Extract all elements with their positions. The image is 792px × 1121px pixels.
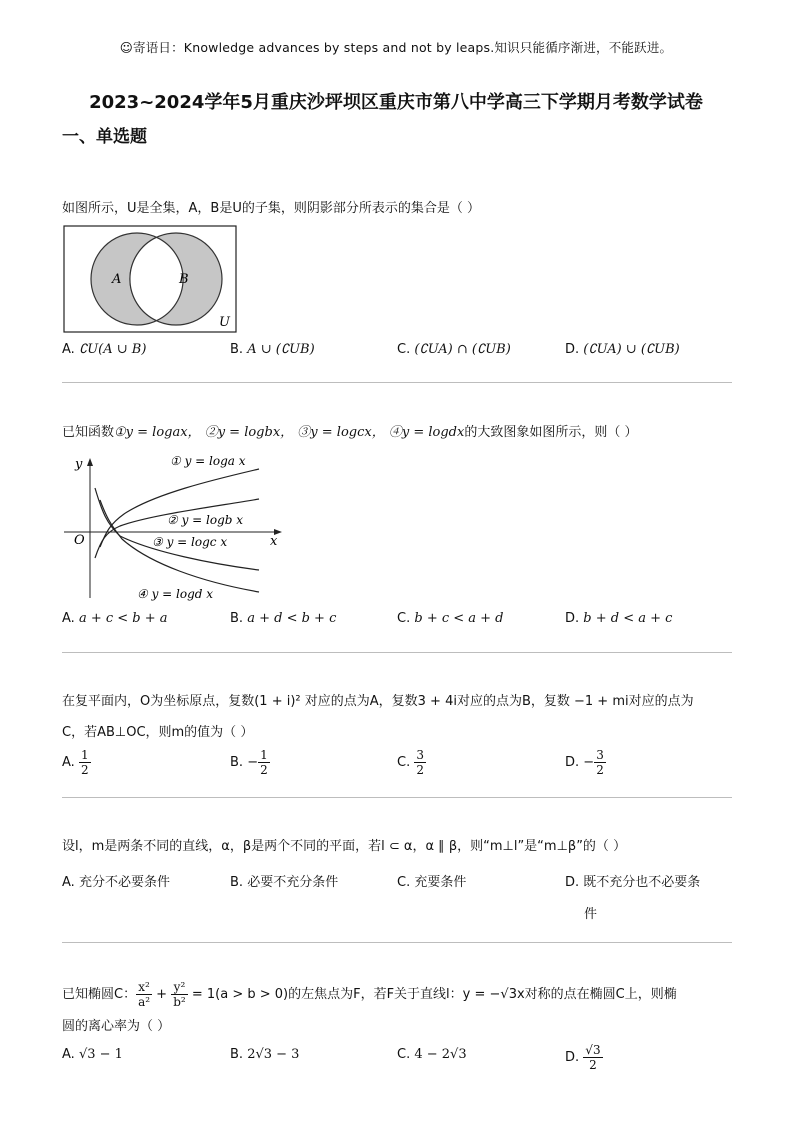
q5-option-c[interactable]: C. 4 − 2√3: [397, 1047, 467, 1062]
venn-label-a: A: [112, 272, 122, 287]
q1-option-a[interactable]: A. ∁U(A ∪ B): [62, 342, 147, 357]
curve-3: [95, 488, 259, 570]
page-title: 2023~2024学年5月重庆沙坪坝区重庆市第八中学高三下学期月考数学试卷: [89, 92, 703, 113]
q4-option-b[interactable]: B. 必要不充分条件: [230, 875, 339, 890]
venn-label-u: U: [219, 315, 230, 330]
origin-label: O: [74, 533, 85, 548]
log-graph: [62, 452, 292, 604]
q3-line-1: 在复平面内，O为坐标原点，复数(1 + i)² 对应的点为A，复数3 + 4i对应的点为B，复数 −1 + mi对应的点为: [62, 694, 694, 709]
q4-option-c[interactable]: C. 充要条件: [397, 875, 467, 890]
q2-option-a[interactable]: A. a + c < b + a: [62, 611, 168, 626]
q3-option-c[interactable]: C. $\frac{3}{2}$: [397, 748, 424, 777]
curve-4-label: ④ y = logd x: [137, 587, 214, 601]
venn-label-b: B: [179, 272, 189, 287]
q4-option-d[interactable]: D. 既不充分也不必要条: [565, 875, 701, 890]
curve-1-label: ① y = loga x: [170, 454, 246, 468]
q4-stem: 设l，m是两条不同的直线，α，β是两个不同的平面，若l ⊂ α，α ∥ β，则“m⊥l”是“m⊥β”的（ ）: [62, 839, 627, 854]
y-axis-label: y: [75, 457, 83, 472]
motto: ☺寄语日：Knowledge advances by steps and not by leaps.知识只能循序渐进，不能跃进。: [119, 40, 673, 55]
q3-option-d[interactable]: D. − $\frac{3}{2}$: [565, 748, 604, 777]
q5-option-a[interactable]: A. √3 − 1: [62, 1047, 123, 1062]
x-axis-label: x: [270, 534, 278, 549]
curve-2-label: ② y = logb x: [167, 513, 244, 527]
q3-option-a[interactable]: A. $\frac{1}{2}$: [62, 748, 89, 777]
q1-option-d[interactable]: D. (∁UA) ∪ (∁UB): [565, 342, 680, 357]
q2-stem: 已知函数①y = logax， ②y = logbx， ③y = logcx， ④y = logdx的大致图象如图所示，则（ ）: [62, 425, 638, 440]
q2-option-d[interactable]: D. b + d < a + c: [565, 611, 673, 626]
q2-option-c[interactable]: C. b + c < a + d: [397, 611, 504, 626]
q1-option-b[interactable]: B. A ∪ (∁UB): [230, 342, 315, 357]
divider: [62, 652, 732, 653]
section-heading: 一、单选题: [62, 127, 147, 147]
q5-option-d[interactable]: D. $\frac{√3}{2}$: [565, 1043, 601, 1072]
q4-option-d-continued: 件: [584, 907, 598, 922]
q5-line-1: 已知椭圆C： $\frac{\text{x²}}{\text{a²}}$ + $\frac{\text{y²}}{\text{b²}}$ = 1(a > b > 0)的左焦点为F，若F关于直线l：y = −√3x对称的点在椭圆C上，则椭: [62, 980, 677, 1009]
divider: [62, 382, 732, 383]
q5-option-b[interactable]: B. 2√3 − 3: [230, 1047, 300, 1062]
divider: [62, 942, 732, 943]
curve-3-label: ③ y = logc x: [152, 535, 228, 549]
divider: [62, 797, 732, 798]
q3-line-2: C，若AB⊥OC，则m的值为（ ）: [62, 725, 254, 740]
q1-option-c[interactable]: C. (∁UA) ∩ (∁UB): [397, 342, 511, 357]
q1-stem: 如图所示，U是全集，A，B是U的子集，则阴影部分所表示的集合是（ ）: [62, 201, 480, 216]
q5-line-2: 圆的离心率为（ ）: [62, 1019, 171, 1034]
q4-option-a[interactable]: A. 充分不必要条件: [62, 875, 170, 890]
curve-2: [95, 499, 259, 558]
q2-option-b[interactable]: B. a + d < b + c: [230, 611, 337, 626]
venn-diagram: [62, 225, 238, 335]
q3-option-b[interactable]: B. − $\frac{1}{2}$: [230, 748, 268, 777]
